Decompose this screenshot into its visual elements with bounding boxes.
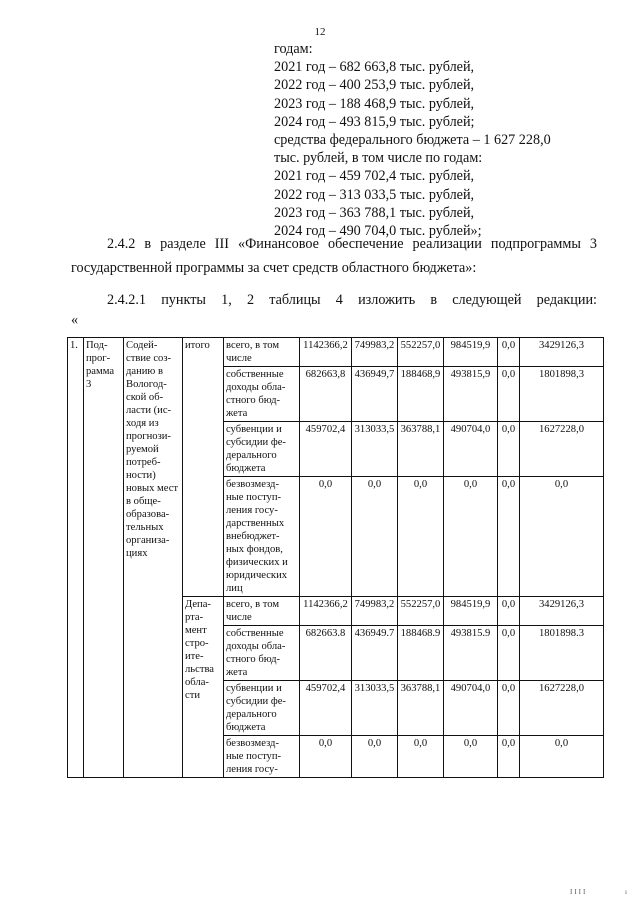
intro-line: 2022 год – 400 253,9 тыс. рублей, [274,77,475,94]
intro-line: 2023 год – 188 468,9 тыс. рублей, [274,95,475,112]
financing-table [67,337,604,778]
value-cell: 436949.7 [352,626,398,681]
value-cell: 1142366,2 [300,338,352,367]
value-cell: 493815.9 [444,626,498,681]
value-cell: 0,0 [352,736,398,778]
intro-line: 2022 год – 313 033,5 тыс. рублей, [274,186,475,203]
value-cell: 490704,0 [444,681,498,736]
value-cell: 313033,5 [352,422,398,477]
intro-line: 2021 год – 682 663,8 тыс. рублей, [274,59,475,76]
open-quote: « [71,312,79,328]
source-cell: собственные доходы обла- стного бюд- жета [224,626,300,681]
intro-line: 2024 год – 493 815,9 тыс. рублей; [274,113,475,130]
program-cell: Под- прог- рамма 3 [84,338,124,778]
intro-line: тыс. рублей, в том числе по годам: [274,150,483,167]
value-cell: 0,0 [498,338,520,367]
value-cell: 188468.9 [398,626,444,681]
value-cell: 552257,0 [398,338,444,367]
value-cell: 0,0 [352,477,398,597]
intro-line: 2021 год – 459 702,4 тыс. рублей, [274,168,475,185]
value-cell: 0,0 [444,477,498,597]
value-cell: 682663,8 [300,367,352,422]
value-cell: 363788,1 [398,681,444,736]
value-cell: 1801898.3 [520,626,604,681]
value-cell: 1627228,0 [520,422,604,477]
value-cell: 0,0 [498,681,520,736]
source-cell: безвозмезд- ные поступ- ления госу- [224,736,300,778]
value-cell: 1627228,0 [520,681,604,736]
value-cell: 984519,9 [444,597,498,626]
value-cell: 436949,7 [352,367,398,422]
intro-block [274,40,551,240]
footer-mark: ІІІІ [570,888,588,896]
value-cell: 0,0 [520,477,604,597]
value-cell: 0,0 [498,477,520,597]
source-cell: безвозмезд- ные поступ- ления госу- дарственных внебюджет- ных фондов, физических и юридических лиц [224,477,300,597]
paragraph-section-iii: 2.4.2 в разделе III «Финансовое обеспечение реализации подпрограммы 3 государственной программы за счет средств областного бюджета»: [71,236,597,276]
source-cell: всего, в том числе [224,338,300,367]
executor-cell: итого [183,338,224,597]
intro-line: годам: [274,41,313,57]
source-cell: всего, в том числе [224,597,300,626]
value-cell: 0,0 [498,626,520,681]
value-cell: 0,0 [300,736,352,778]
value-cell: 0,0 [498,736,520,778]
table-row [68,338,604,367]
footer-tick: ı [625,888,627,896]
measure-cell: Содей- ствие соз- данию в Вологод- ской об- ласти (ис- ходя из прогнози- руемой потреб- ности) новых мест в обще- образова- тельных организа- циях [124,338,183,778]
source-cell: субвенции и субсидии фе- дерального бюджета [224,681,300,736]
value-cell: 0,0 [498,597,520,626]
value-cell: 3429126,3 [520,338,604,367]
value-cell: 0,0 [498,367,520,422]
value-cell: 552257,0 [398,597,444,626]
intro-line: 2024 год – 490 704,0 тыс. рублей»; [274,223,482,240]
value-cell: 459702,4 [300,422,352,477]
value-cell: 0,0 [398,736,444,778]
value-cell: 749983,2 [352,338,398,367]
value-cell: 493815,9 [444,367,498,422]
executor-cell: Депа- рта- мент стро- ите- льства обла- сти [183,597,224,778]
intro-line: средства федерального бюджета – 1 627 228,0 [274,132,551,149]
value-cell: 0,0 [300,477,352,597]
value-cell: 3429126,3 [520,597,604,626]
value-cell: 0,0 [398,477,444,597]
page-number: 12 [314,26,326,38]
value-cell: 459702,4 [300,681,352,736]
value-cell: 0,0 [498,422,520,477]
row-number-cell: 1. [68,338,84,778]
value-cell: 749983,2 [352,597,398,626]
value-cell: 313033,5 [352,681,398,736]
value-cell: 682663.8 [300,626,352,681]
value-cell: 0,0 [520,736,604,778]
value-cell: 984519,9 [444,338,498,367]
value-cell: 363788,1 [398,422,444,477]
value-cell: 1801898,3 [520,367,604,422]
source-cell: собственные доходы обла- стного бюд- жета [224,367,300,422]
value-cell: 0,0 [444,736,498,778]
value-cell: 188468,9 [398,367,444,422]
value-cell: 490704,0 [444,422,498,477]
value-cell: 1142366,2 [300,597,352,626]
intro-line: 2023 год – 363 788,1 тыс. рублей, [274,204,475,221]
source-cell: субвенции и субсидии фе- дерального бюджета [224,422,300,477]
paragraph-table-4: 2.4.2.1 пункты 1, 2 таблицы 4 изложить в следующей редакции: [107,292,597,308]
